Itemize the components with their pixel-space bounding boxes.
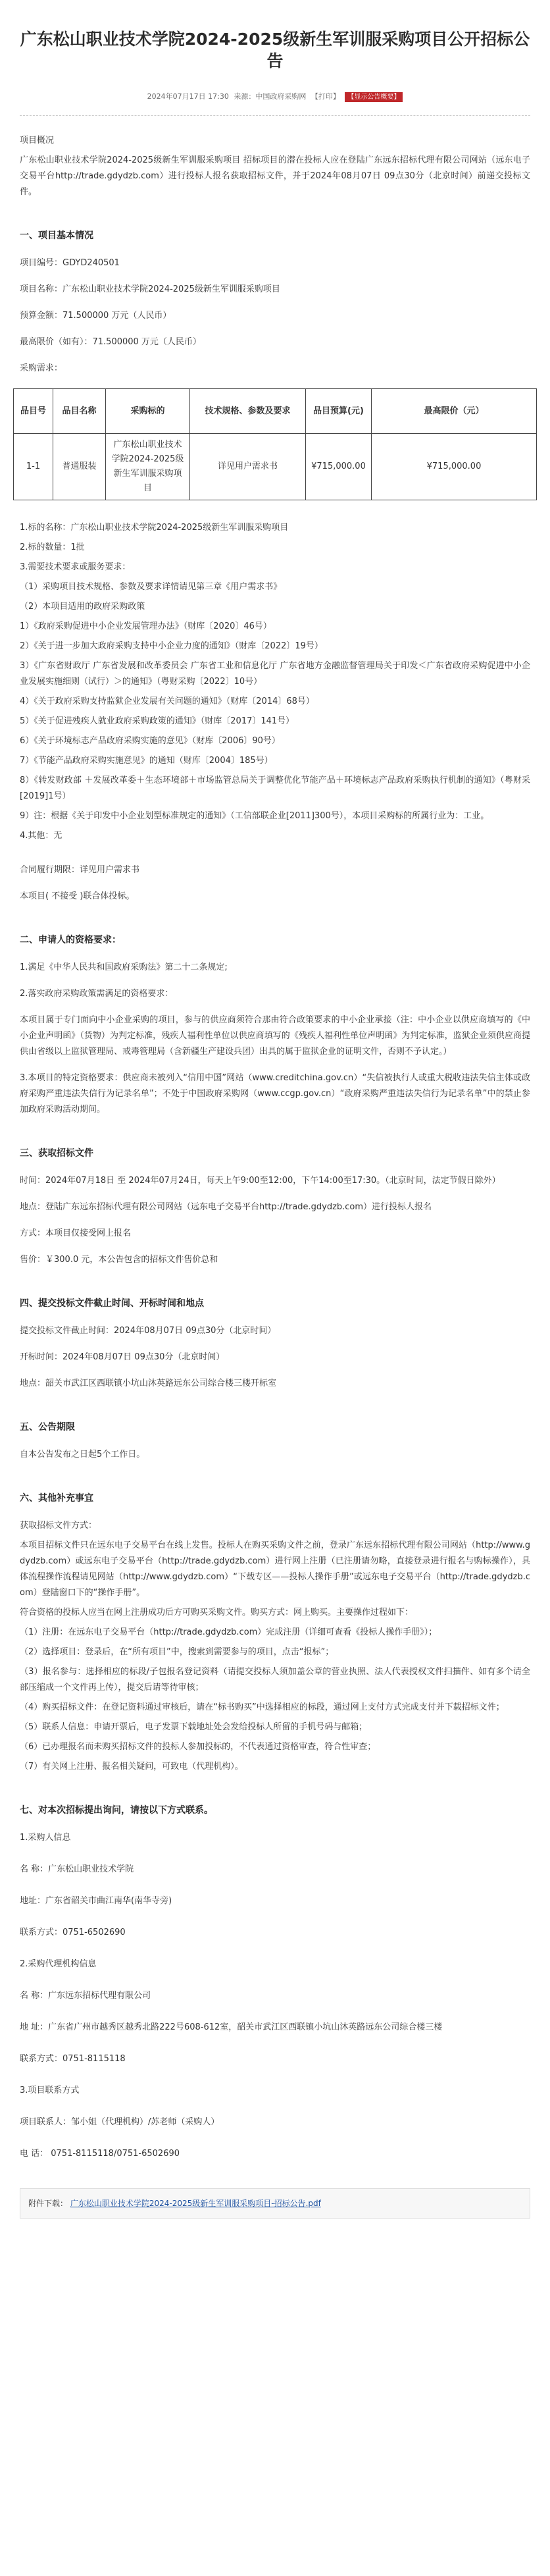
section-2-heading: 二、申请人的资格要求： xyxy=(20,935,121,945)
table-cell: 1-1 xyxy=(14,434,53,500)
section-5-heading: 五、公告期限 xyxy=(20,1422,75,1433)
attachment-download-link[interactable]: 广东松山职业技术学院2024-2025级新生军训服采购项目-招标公告.pdf xyxy=(70,2199,321,2208)
s1-line: 3）《广东省财政厅 广东省发展和改革委员会 广东省工业和信息化厅 广东省地方金融监督管理局关于印发＜广东省政府采购促进中小企业发展实施细则（试行）＞的通知》（粤财采购〔2022〕10号） xyxy=(20,661,530,687)
s1-line: （2）本项目适用的政府采购政策 xyxy=(20,602,145,612)
source-label: 来源：中国政府采购网 xyxy=(234,92,307,101)
agent-address: 地 址：广东省广州市越秀区越秀北路222号608-612室，韶关市武江区西联镇小坑山沐英路远东公司综合楼三楼 xyxy=(20,2022,443,2032)
attachment-label: 附件下载： xyxy=(28,2199,68,2208)
meta-bar xyxy=(20,92,530,102)
section-7-heading: 七、对本次招标提出询问，请按以下方式联系。 xyxy=(20,1805,213,1816)
table-header: 最高限价（元） xyxy=(372,389,537,434)
s1-line: 3.需要技术要求或服务要求： xyxy=(20,562,131,572)
page-title: 广东松山职业技术学院2024-2025级新生军训服采购项目公开招标公告 xyxy=(20,30,530,70)
obtain-method: 方式：本项目仅接受网上报名 xyxy=(20,1228,132,1238)
budget-amount: 预算金额：71.500000 万元（人民币） xyxy=(20,311,172,321)
s1-line: 4）《关于政府采购支持监狱企业发展有关问题的通知》（财库〔2014〕68号） xyxy=(20,697,314,706)
agent-contact: 联系方式：0751-8115118 xyxy=(20,2054,126,2064)
obtain-time: 时间：2024年07月18日 至 2024年07月24日，每天上午9:00至12:00，下午14:00至17:30。（北京时间，法定节假日除外） xyxy=(20,1176,501,1186)
buyer-contact: 联系方式：0751-6502690 xyxy=(20,1928,126,1937)
table-cell: 广东松山职业技术学院2024-2025级新生军训服采购项目 xyxy=(106,434,190,500)
print-link[interactable]: 【打印】 xyxy=(311,92,340,101)
project-contact-label: 3.项目联系方式 xyxy=(20,2086,80,2095)
show-summary-button[interactable]: 【显示公告概要】 xyxy=(345,92,403,102)
s6-line: （1）注册：在远东电子交易平台（http://trade.gdydzb.com）完成注册（详细可查看《投标人操作手册》）； xyxy=(20,1627,438,1637)
table-cell: 普通服装 xyxy=(53,434,106,500)
section-3-heading: 三、获取招标文件 xyxy=(20,1148,93,1159)
section-1-heading: 一、项目基本情况 xyxy=(20,230,93,241)
s6-line: 获取招标文件方式： xyxy=(20,1521,97,1531)
agent-name: 名 称：广东远东招标代理有限公司 xyxy=(20,1991,151,2001)
s1-line: 2.标的数量：1批 xyxy=(20,542,85,552)
table-header-row xyxy=(14,389,537,434)
s1-line: 6）《关于环境标志产品政府采购实施的意见》（财库〔2006〕90号） xyxy=(20,736,280,746)
s1-line: 2）《关于进一步加大政府采购支持中小企业力度的通知》（财库〔2022〕19号） xyxy=(20,641,323,651)
s6-line: （2）选择项目：登录后，在“所有项目”中，搜索到需要参与的项目，点击“报标”； xyxy=(20,1647,334,1657)
s1-line: 8）《转发财政部 ＋发展改革委＋生态环境部＋市场监管总局关于调整优化节能产品＋环境标志产品政府采购执行机制的通知》（粤财采[2019]1号） xyxy=(20,775,530,801)
max-price: 最高限价（如有）：71.500000 万元（人民币） xyxy=(20,337,201,347)
contract-period: 合同履行期限：详见用户需求书 xyxy=(20,865,140,875)
table-cell: ¥715,000.00 xyxy=(372,434,537,500)
table-cell: 详见用户需求书 xyxy=(190,434,306,500)
opening-place: 地点：韶关市武江区西联镇小坑山沐英路远东公司综合楼三楼开标室 xyxy=(20,1379,277,1388)
s1-line: 1）《政府采购促进中小企业发展管理办法》（财库〔2020〕46号） xyxy=(20,621,272,631)
table-row xyxy=(14,434,537,500)
s6-line: 符合资格的投标人应当在网上注册成功后方可购买采购文件。购买方式：网上购买。主要操作过程如下： xyxy=(20,1608,414,1617)
notice-period: 自本公告发布之日起5个工作日。 xyxy=(20,1450,145,1459)
s1-line: 4.其他：无 xyxy=(20,831,63,841)
publish-date: 2024年07月17日 17:30 xyxy=(147,92,229,101)
section-6-heading: 六、其他补充事宜 xyxy=(20,1493,93,1504)
s1-line: 5）《关于促进残疾人就业政府采购政策的通知》（财库〔2017〕141号） xyxy=(20,716,295,726)
s6-line: （4）购买招标文件：在登记资料通过审核后，请在“标书购买”中选择相应的标段，通过网上支付方式完成支付并下载招标文件； xyxy=(20,1702,505,1712)
s1-line: （1）采购项目技术规格、参数及要求详情请见第三章《用户需求书》 xyxy=(20,582,282,592)
table-cell: ¥715,000.00 xyxy=(306,434,372,500)
buyer-name: 名 称：广东松山职业技术学院 xyxy=(20,1864,134,1874)
s6-line: （3）报名参与：选择相应的标段/子包报名登记资料（请提交投标人须加盖公章的营业执照、法人代表授权文件扫描件、如有多个请全部压缩成一个文件再上传），提交后请等待审核； xyxy=(20,1667,530,1693)
buyer-label: 1.采购人信息 xyxy=(20,1833,71,1843)
attachment-box xyxy=(20,2188,530,2219)
obtain-place: 地点：登陆广东远东招标代理有限公司网站（远东电子交易平台http://trade.gdydzb.com）进行投标人报名 xyxy=(20,1202,432,1212)
project-contact-people: 项目联系人：邹小姐（代理机构）/苏老师（采购人） xyxy=(20,2117,220,2127)
document-price: 售价：￥300.0 元，本公告包含的招标文件售价总和 xyxy=(20,1255,218,1265)
buyer-address: 地址：广东省韶关市曲江南华(南华寺旁) xyxy=(20,1896,172,1906)
qualification-1: 1.满足《中华人民共和国政府采购法》第二十二条规定; xyxy=(20,962,228,972)
opening-time: 开标时间：2024年08月07日 09点30分（北京时间） xyxy=(20,1352,225,1362)
table-header: 品目号 xyxy=(14,389,53,434)
project-name: 项目名称：广东松山职业技术学院2024-2025级新生军训服采购项目 xyxy=(20,284,280,294)
agent-label: 2.采购代理机构信息 xyxy=(20,1959,97,1969)
submission-deadline: 提交投标文件截止时间：2024年08月07日 09点30分（北京时间） xyxy=(20,1326,276,1336)
table-header: 技术规格、参数及要求 xyxy=(190,389,306,434)
s1-line: 9）注：根据《关于印发中小企业划型标准规定的通知》（工信部联企业[2011]300号），本项目采购标的所属行业为：工业。 xyxy=(20,811,489,821)
qualification-2: 2.落实政府采购政策需满足的资格要求： xyxy=(20,989,174,999)
project-code: 项目编号：GDYD240501 xyxy=(20,258,120,268)
table-header: 采购标的 xyxy=(106,389,190,434)
table-header: 品目预算(元) xyxy=(306,389,372,434)
announcement-body xyxy=(20,133,530,2219)
project-contact-phone: 电 话： 0751-8115118/0751-6502690 xyxy=(20,2149,180,2159)
s6-line: （6）已办理报名而未购买招标文件的投标人参加投标的，不代表通过资格审查，符合性审查； xyxy=(20,1742,376,1752)
requirements-label: 采购需求： xyxy=(20,363,63,373)
section-4-heading: 四、提交投标文件截止时间、开标时间和地点 xyxy=(20,1298,204,1309)
overview-label: 项目概况 xyxy=(20,136,55,145)
requirements-table xyxy=(13,388,537,500)
s6-line: 本项目招标文件只在远东电子交易平台在线上发售。投标人在购买采购文件之前，登录广东远东招标代理有限公司网站（http://www.gdydzb.com）或远东电子交易平台（http://trade.gdydzb.com）进行网上注册（已注册请勿略，直接登录进行报名与购标操作），具体流程操作流程请见网站（http://www.gdydzb.com）“下载专区——投标人操作手册”或远东电子交易平台（http://trade.gdydzb.com）登陆窗口下的“操作手册”。 xyxy=(20,1540,530,1598)
consortium-note: 本项目( 不接受 )联合体投标。 xyxy=(20,891,135,901)
s6-line: （7）有关网上注册、报名相关疑问，可致电（代理机构）。 xyxy=(20,1762,243,1772)
qualification-3: 3.本项目的特定资格要求：供应商未被列入“信用中国”网站（www.creditchina.gov.cn）“失信被执行人或重大税收违法失信主体或政府采购严重违法失信行为记录名单”；不处于中国政府采购网（www.ccgp.gov.cn）“政府采购严重违法失信行为记录名单”中的禁止参加政府采购活动期间。 xyxy=(20,1073,530,1115)
overview-text: 广东松山职业技术学院2024-2025级新生军训服采购项目 招标项目的潜在投标人应在登陆广东远东招标代理有限公司网站（远东电子交易平台http://trade.gdydzb.com）进行投标人报名获取招标文件，并于2024年08月07日 09点30分（北京时间）前递交投标文件。 xyxy=(20,155,530,197)
s1-line: 1.标的名称：广东松山职业技术学院2024-2025级新生军训服采购项目 xyxy=(20,523,289,533)
qualification-detail: 本项目属于专门面向中小企业采购的项目，参与的供应商须符合那由符合政策要求的中小企业承接（注：中小企业以供应商填写的《中小企业声明函》（货物）为判定标准，残疾人福利性单位以供应商填写的《残疾人福利性单位声明函》为判定标准，监狱企业须供应商提供由省级以上监狱管理局、戒毒管理局（含新疆生产建设兵团）出具的属于监狱企业的证明文件，否则不予认定。） xyxy=(20,1015,530,1057)
table-header: 品目名称 xyxy=(53,389,106,434)
header-divider xyxy=(20,115,530,116)
s6-line: （5）联系人信息：申请开票后，电子发票下载地址处会发给投标人所留的手机号码与邮箱； xyxy=(20,1722,368,1732)
s1-line: 7）《节能产品政府采购实施意见》的通知（财库〔2004〕185号） xyxy=(20,756,273,766)
